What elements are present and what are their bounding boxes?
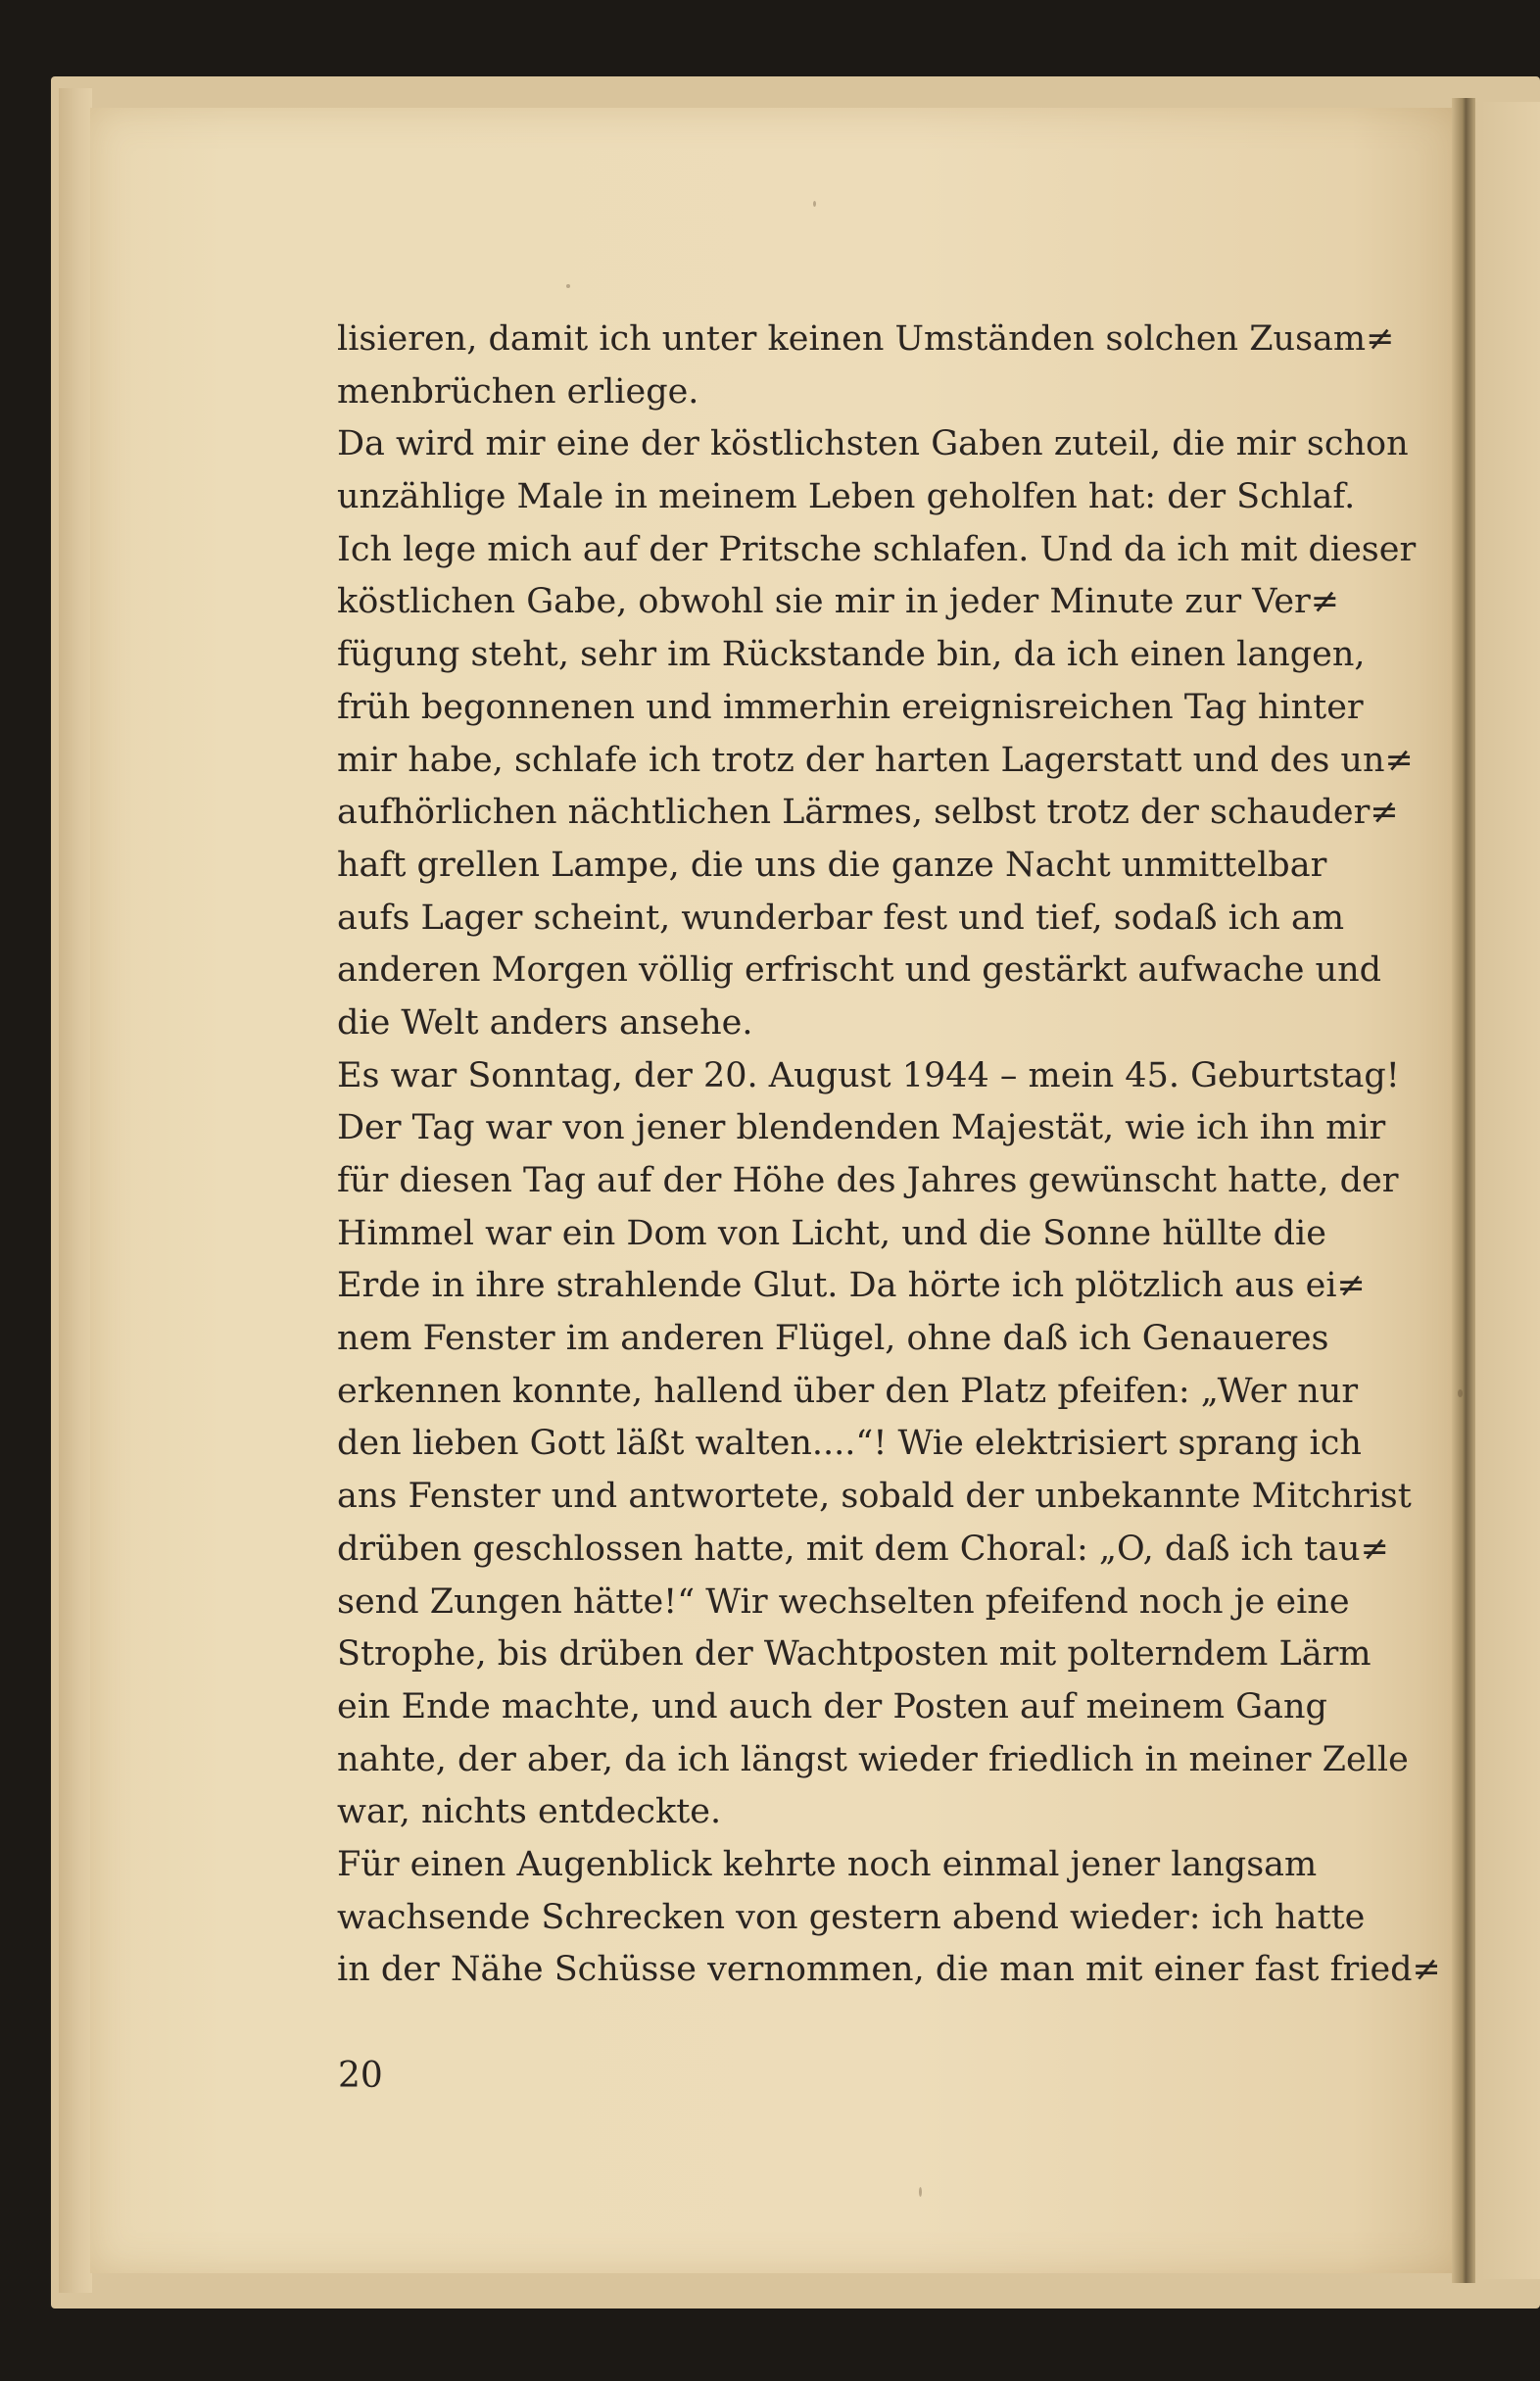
paper-speck <box>919 2187 922 2197</box>
facing-page-edge <box>1475 102 1540 2279</box>
paper-speck <box>1458 1389 1463 1397</box>
text-line: mir habe, schlafe ich trotz der harten Lagerstatt und des un≠ <box>337 740 1414 780</box>
text-line: drüben geschlossen hatte, mit dem Choral: „O, daß ich tau≠ <box>337 1529 1389 1569</box>
text-line: aufs Lager scheint, wunderbar fest und tief, sodaß ich am <box>337 898 1345 938</box>
text-line: Da wird mir eine der köstlichsten Gaben zuteil, die mir schon <box>337 424 1409 464</box>
text-line: Ich lege mich auf der Pritsche schlafen. Und da ich mit dieser <box>337 529 1417 569</box>
text-line: Erde in ihre strahlende Glut. Da hörte ich plötzlich aus ei≠ <box>337 1266 1366 1306</box>
text-line: nem Fenster im anderen Flügel, ohne daß ich Genaueres <box>337 1319 1329 1359</box>
text-line: wachsende Schrecken von gestern abend wieder: ich hatte <box>337 1897 1366 1937</box>
text-line: war, nichts entdeckte. <box>337 1792 722 1832</box>
text-line: ein Ende machte, und auch der Posten auf meinem Gang <box>337 1686 1327 1726</box>
text-line: send Zungen hätte!“ Wir wechselten pfeifend noch je eine <box>337 1581 1350 1622</box>
text-line: köstlichen Gabe, obwohl sie mir in jeder Minute zur Ver≠ <box>337 582 1340 622</box>
text-line: den lieben Gott läßt walten....“! Wie elektrisiert sprang ich <box>337 1424 1362 1464</box>
paper-speck <box>813 201 816 207</box>
text-line: die Welt anders ansehe. <box>337 1002 753 1043</box>
text-line: fügung steht, sehr im Rückstande bin, da ich einen langen, <box>337 635 1366 675</box>
text-line: aufhörlichen nächtlichen Lärmes, selbst trotz der schauder≠ <box>337 793 1399 833</box>
text-line: nahte, der aber, da ich längst wieder friedlich in meiner Zelle <box>337 1739 1409 1779</box>
text-line: Es war Sonntag, der 20. August 1944 – mein 45. Geburtstag! <box>337 1055 1400 1095</box>
page-stack-edge <box>59 88 92 2293</box>
text-line: Der Tag war von jener blendenden Majestät, wie ich ihn mir <box>337 1108 1386 1148</box>
text-line: haft grellen Lampe, die uns die ganze Nacht unmittelbar <box>337 845 1327 885</box>
book-gutter <box>1452 98 1475 2283</box>
paper-speck <box>566 284 570 288</box>
text-line: erkennen konnte, hallend über den Platz pfeifen: „Wer nur <box>337 1371 1359 1411</box>
text-line: Himmel war ein Dom von Licht, und die Sonne hüllte die <box>337 1213 1326 1253</box>
text-line: Für einen Augenblick kehrte noch einmal jener langsam <box>337 1844 1318 1884</box>
text-line: unzählige Male in meinem Leben geholfen hat: der Schlaf. <box>337 477 1356 517</box>
body-text <box>337 314 1441 1997</box>
text-line: ans Fenster und antwortete, sobald der unbekannte Mitchrist <box>337 1477 1412 1517</box>
text-line: menbrüchen erliege. <box>337 371 699 412</box>
text-line: für diesen Tag auf der Höhe des Jahres gewünscht hatte, der <box>337 1161 1399 1200</box>
page-number: 20 <box>338 2056 383 2096</box>
text-line: früh begonnenen und immerhin ereignisreichen Tag hinter <box>337 687 1364 727</box>
text-line: anderen Morgen völlig erfrischt und gestärkt aufwache und <box>337 950 1382 991</box>
text-line: in der Nähe Schüsse vernommen, die man mit einer fast fried≠ <box>337 1950 1441 1990</box>
text-line: lisieren, damit ich unter keinen Umständen solchen Zusam≠ <box>337 319 1395 359</box>
text-line: Strophe, bis drüben der Wachtposten mit polterndem Lärm <box>337 1634 1372 1675</box>
